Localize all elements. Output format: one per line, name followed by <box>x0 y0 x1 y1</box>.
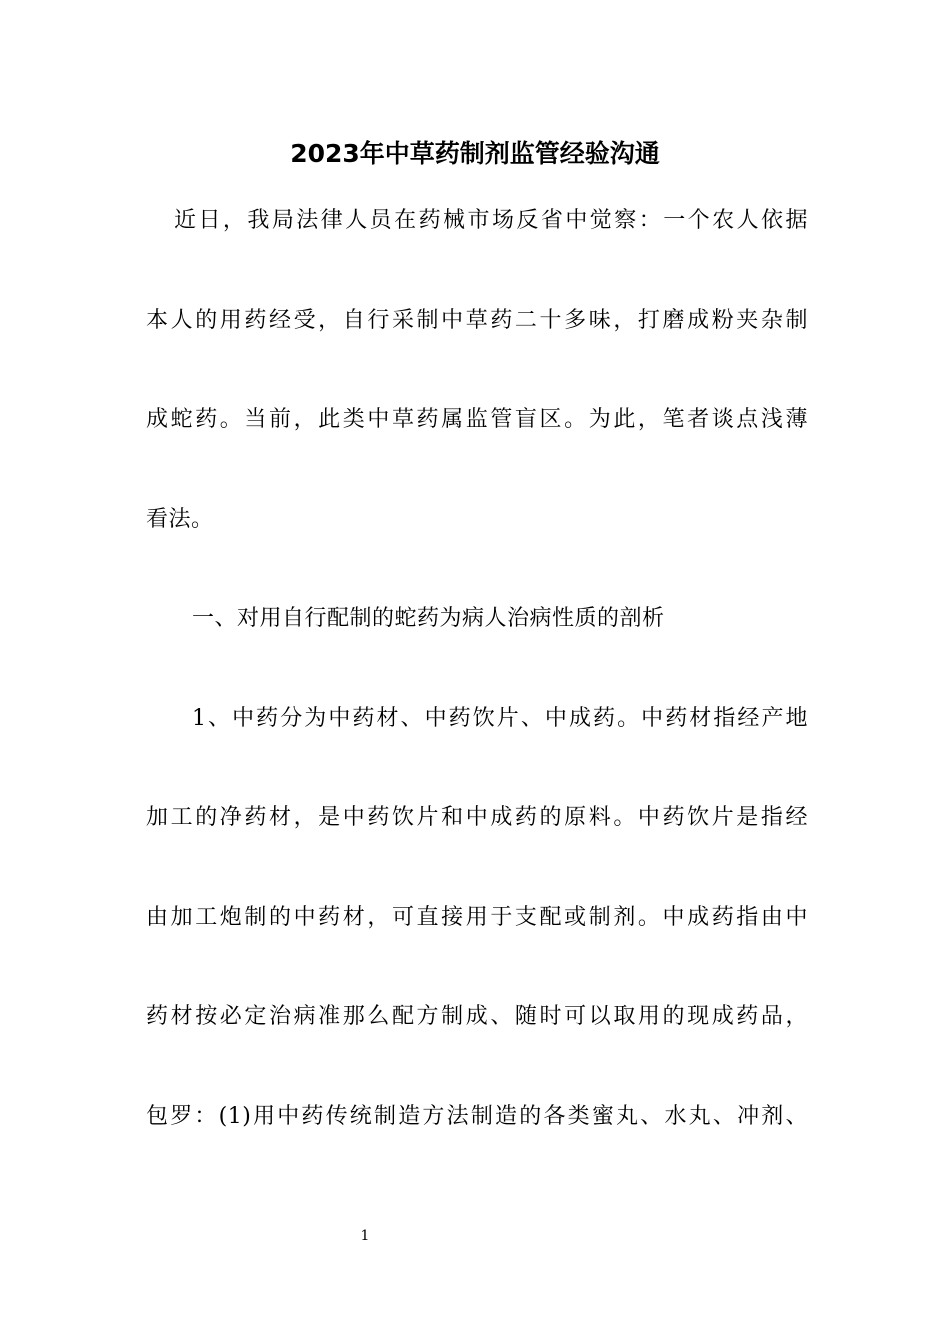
paragraph-line: 成蛇药。当前，此类中草药属监管盲区。为此，笔者谈点浅薄 <box>146 407 808 432</box>
page-number: 1 <box>360 1228 370 1244</box>
paragraph-line: 本人的用药经受，自行采制中草药二十多味，打磨成粉夹杂制 <box>146 308 808 333</box>
paragraph-line: 包罗：(1)用中药传统制造方法制造的各类蜜丸、水丸、冲剂、 <box>146 1104 808 1129</box>
paragraph-line: 药材按必定治病准那么配方制成、随时可以取用的现成药品， <box>146 1004 808 1029</box>
paragraph-line: 加工的净药材，是中药饮片和中成药的原料。中药饮片是指经 <box>146 805 808 830</box>
paragraph-line: 近日，我局法律人员在药械市场反省中觉察：一个农人依据 <box>174 208 808 233</box>
paragraph-line: 1、中药分为中药材、中药饮片、中成药。中药材指经产地 <box>192 706 808 731</box>
page-title: 2023年中草药制剂监管经验沟通 <box>290 139 660 168</box>
section-heading: 一、对用自行配制的蛇药为病人治病性质的剖析 <box>192 606 665 631</box>
paragraph-line: 由加工炮制的中药材，可直接用于支配或制剂。中成药指由中 <box>146 905 808 930</box>
paragraph-line: 看法。 <box>146 507 214 532</box>
